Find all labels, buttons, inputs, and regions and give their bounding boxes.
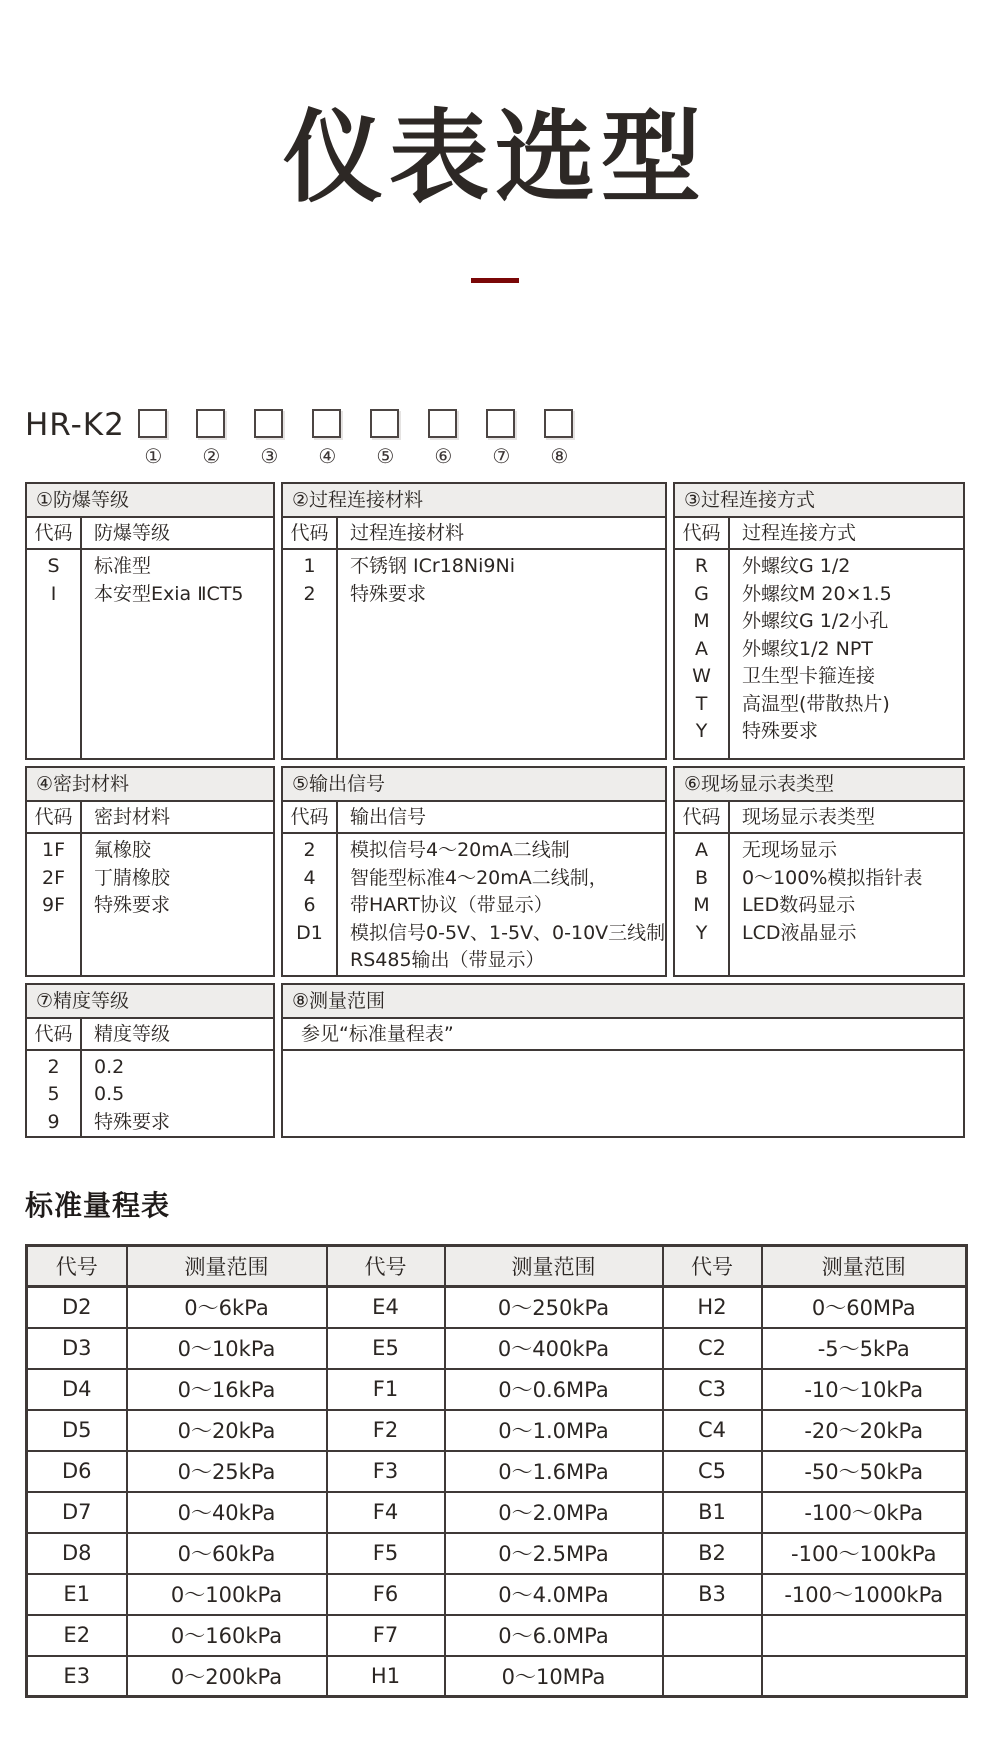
range-value-cell: 0～100kPa (127, 1574, 327, 1615)
value-cell: 外螺纹G 1/2 (742, 555, 851, 577)
range-code-cell: F4 (327, 1492, 445, 1533)
range-value-cell: 0～160kPa (127, 1615, 327, 1656)
range-code-cell: H1 (327, 1656, 445, 1697)
range-value-cell: -100～0kPa (762, 1492, 967, 1533)
range-table-row (27, 1615, 967, 1656)
value-cell: 本安型Exia ⅡCT5 (94, 582, 244, 605)
spec-section (673, 766, 965, 977)
code-column-header: 代码 (675, 518, 728, 550)
range-value-cell: 0～25kPa (127, 1451, 327, 1492)
model-code-box (254, 409, 283, 438)
spec-section-body (283, 802, 665, 975)
model-slot (138, 409, 169, 468)
position-number-label: ④ (318, 444, 337, 468)
value-cell: 外螺纹G 1/2小孔 (742, 610, 889, 632)
range-value-cell: -10～10kPa (762, 1369, 967, 1410)
code-cell: I (50, 582, 57, 605)
value-column (730, 802, 963, 975)
spec-group-1 (25, 482, 965, 760)
code-cell: R (694, 555, 709, 577)
title-accent-dash (471, 278, 519, 283)
range-code-cell: E4 (327, 1287, 445, 1328)
range-value-cell (762, 1615, 967, 1656)
value-column-header: 精度等级 (82, 1019, 273, 1051)
value-cell: 特殊要求 (94, 1110, 171, 1133)
range-code-cell (663, 1615, 762, 1656)
position-number-label: ⑤ (376, 444, 395, 468)
range-code-cell: B1 (663, 1492, 762, 1533)
spec-section-title: ②过程连接材料 (283, 484, 665, 518)
code-column-header: 代码 (675, 802, 728, 834)
range-value-cell: 0～0.6MPa (445, 1369, 663, 1410)
position-number-label: ③ (260, 444, 279, 468)
range-table-title: 标准量程表 (25, 1189, 171, 1222)
value-cell: LCD液晶显示 (742, 921, 857, 944)
spec-section-title: ⑦精度等级 (27, 985, 273, 1019)
value-cell: 氟橡胶 (94, 839, 152, 861)
model-slots (138, 409, 602, 468)
position-number-label: ⑥ (434, 444, 453, 468)
code-column-header: 代码 (27, 1019, 80, 1051)
spec-area (25, 482, 965, 1138)
code-column (27, 1019, 82, 1137)
range-value-cell: 0～20kPa (127, 1410, 327, 1451)
value-cell: 无现场显示 (742, 839, 838, 861)
code-cell: G (694, 582, 709, 605)
page-title: 仪表选型 (283, 99, 707, 216)
position-number-label: ② (202, 444, 221, 468)
code-column-header: 代码 (283, 518, 336, 550)
range-code-cell: H2 (663, 1287, 762, 1328)
code-column-header: 代码 (283, 802, 336, 834)
value-cell: 特殊要求 (742, 720, 819, 742)
range-code-cell: C3 (663, 1369, 762, 1410)
code-cell: 9 (47, 1110, 60, 1133)
position-number-label: ① (144, 444, 163, 468)
spec-section-body (675, 518, 963, 758)
range-column-header: 测量范围 (127, 1246, 327, 1287)
model-slot (544, 409, 575, 468)
range-code-cell: D6 (27, 1451, 127, 1492)
code-cell: A (695, 839, 708, 861)
range-column-header: 测量范围 (445, 1246, 663, 1287)
code-cell: A (695, 637, 708, 660)
position-number-label: ⑦ (492, 444, 511, 468)
range-value-cell: 0～2.0MPa (445, 1492, 663, 1533)
spec-section-title: ⑧测量范围 (283, 985, 963, 1019)
spec-section (281, 482, 667, 760)
range-value-cell: -20～20kPa (762, 1410, 967, 1451)
range-table-row (27, 1369, 967, 1410)
code-cell: 1F (41, 839, 66, 861)
spec-section (673, 482, 965, 760)
range-code-cell: F3 (327, 1451, 445, 1492)
value-cell: 模拟信号0-5V、1-5V、0-10V三线制 (350, 921, 665, 944)
range-column-header: 代号 (27, 1246, 127, 1287)
range-table-row (27, 1287, 967, 1328)
range-value-cell: 0～40kPa (127, 1492, 327, 1533)
value-cell: 外螺纹M 20×1.5 (742, 582, 892, 605)
spec-section-body (27, 1019, 273, 1137)
value-cell: 模拟信号4～20mA二线制 (350, 839, 570, 861)
model-code-box (138, 409, 167, 438)
range-value-cell: 0～400kPa (445, 1328, 663, 1369)
model-code-box (544, 409, 573, 438)
range-code-cell: F7 (327, 1615, 445, 1656)
value-column (338, 802, 665, 975)
position-number-label: ⑧ (550, 444, 569, 468)
model-code-box (196, 409, 225, 438)
value-column-header: 密封材料 (82, 802, 273, 834)
value-cell: 智能型标准4～20mA二线制， (350, 866, 608, 889)
code-column (675, 802, 730, 975)
code-cell: 2F (41, 866, 66, 889)
range-header-row (27, 1246, 967, 1287)
spec-section-title: ⑥现场显示表类型 (675, 768, 963, 802)
model-code-box (312, 409, 341, 438)
value-column (730, 518, 963, 758)
range-code-cell: D8 (27, 1533, 127, 1574)
value-cell: RS485输出（带显示） (350, 949, 545, 971)
spec-section-title: ⑤输出信号 (283, 768, 665, 802)
range-value-cell: 0～10kPa (127, 1328, 327, 1369)
range-column-header: 测量范围 (762, 1246, 967, 1287)
code-cell: 1 (303, 555, 316, 577)
model-slot (312, 409, 343, 468)
range-code-cell: B3 (663, 1574, 762, 1615)
model-code-box (428, 409, 457, 438)
code-column (27, 518, 82, 758)
code-cell: 9F (41, 894, 66, 916)
range-value-cell: -100～100kPa (762, 1533, 967, 1574)
value-cell: 0.5 (94, 1083, 125, 1105)
range-code-cell: D7 (27, 1492, 127, 1533)
range-value-cell: 0～60MPa (762, 1287, 967, 1328)
code-cell: D1 (296, 921, 323, 944)
model-slot (196, 409, 227, 468)
value-cell: 标准型 (94, 555, 152, 577)
range-table-row (27, 1328, 967, 1369)
code-column-header: 代码 (27, 802, 80, 834)
value-cell: 不锈钢 ICr18Ni9Ni (350, 555, 515, 577)
spec-section (281, 766, 667, 977)
range-table-row (27, 1492, 967, 1533)
value-cell: 特殊要求 (350, 582, 427, 605)
spec-section-title: ①防爆等级 (27, 484, 273, 518)
code-cell: 2 (47, 1055, 60, 1078)
value-cell: 卫生型卡箍连接 (742, 665, 876, 687)
value-column (82, 1019, 273, 1137)
spec-section-body (675, 802, 963, 975)
spec-group-2 (25, 766, 965, 977)
range-code-cell: E2 (27, 1615, 127, 1656)
code-cell: 6 (303, 894, 316, 916)
value-cell: 高温型(带散热片) (742, 692, 890, 715)
code-cell: M (693, 610, 710, 632)
value-column-header: 输出信号 (338, 802, 665, 834)
range-column-header: 代号 (663, 1246, 762, 1287)
range-code-cell: C4 (663, 1410, 762, 1451)
range-reference-note: 参见“标准量程表” (283, 1019, 963, 1051)
range-table-row (27, 1574, 967, 1615)
range-value-cell: 0～1.6MPa (445, 1451, 663, 1492)
value-column-header: 过程连接方式 (730, 518, 963, 550)
range-value-cell: 0～6kPa (127, 1287, 327, 1328)
model-code-box (370, 409, 399, 438)
code-cell: 4 (303, 866, 316, 889)
model-prefix: HR-K2 (25, 407, 125, 443)
range-code-cell: F5 (327, 1533, 445, 1574)
range-code-cell: C2 (663, 1328, 762, 1369)
value-column-header: 过程连接材料 (338, 518, 665, 550)
value-column (82, 518, 273, 758)
spec-section-body (27, 518, 273, 758)
spec-section (25, 766, 275, 977)
code-column-header: 代码 (27, 518, 80, 550)
code-cell: 2 (303, 839, 316, 861)
code-cell: T (695, 692, 708, 715)
value-column-header: 防爆等级 (82, 518, 273, 550)
range-code-cell: C5 (663, 1451, 762, 1492)
code-cell: S (47, 555, 60, 577)
range-value-cell: 0～200kPa (127, 1656, 327, 1697)
spec-section-body (283, 1019, 963, 1137)
spec-section-body (283, 518, 665, 758)
standard-range-table (25, 1244, 968, 1698)
spec-section-title: ③过程连接方式 (675, 484, 963, 518)
range-table-row (27, 1533, 967, 1574)
range-code-cell: D3 (27, 1328, 127, 1369)
range-value-cell (762, 1656, 967, 1697)
range-table-body (27, 1287, 967, 1697)
spacer (283, 1051, 963, 1137)
code-cell: B (694, 866, 709, 889)
spec-section (281, 983, 965, 1139)
spec-group-3 (25, 983, 965, 1139)
value-cell: 丁腈橡胶 (94, 866, 171, 889)
value-cell: 特殊要求 (94, 894, 171, 916)
range-value-cell: 0～4.0MPa (445, 1574, 663, 1615)
range-code-cell: D2 (27, 1287, 127, 1328)
range-code-cell (663, 1656, 762, 1697)
range-code-cell: E5 (327, 1328, 445, 1369)
spec-section (25, 482, 275, 760)
model-slot (254, 409, 285, 468)
model-slot (370, 409, 401, 468)
spec-section-body (27, 802, 273, 975)
model-slot (486, 409, 517, 468)
range-code-cell: D4 (27, 1369, 127, 1410)
range-value-cell: 0～60kPa (127, 1533, 327, 1574)
range-code-cell: E1 (27, 1574, 127, 1615)
range-code-cell: E3 (27, 1656, 127, 1697)
code-column (283, 802, 338, 975)
range-value-cell: -5～5kPa (762, 1328, 967, 1369)
range-code-cell: F1 (327, 1369, 445, 1410)
range-column-header: 代号 (327, 1246, 445, 1287)
code-cell: Y (695, 921, 708, 944)
range-value-cell: 0～1.0MPa (445, 1410, 663, 1451)
code-cell: M (693, 894, 710, 916)
model-code-builder (25, 409, 990, 468)
spec-section (25, 983, 275, 1139)
range-table-row (27, 1410, 967, 1451)
range-value-cell: 0～16kPa (127, 1369, 327, 1410)
code-column (675, 518, 730, 758)
range-value-cell: 0～6.0MPa (445, 1615, 663, 1656)
value-column-header: 现场显示表类型 (730, 802, 963, 834)
model-code-box (486, 409, 515, 438)
code-cell: 5 (47, 1083, 60, 1105)
model-slot (428, 409, 459, 468)
value-column (82, 802, 273, 975)
code-column (27, 802, 82, 975)
range-code-cell: F6 (327, 1574, 445, 1615)
code-cell: Y (695, 720, 708, 742)
range-value-cell: -50～50kPa (762, 1451, 967, 1492)
value-cell: 0.2 (94, 1055, 125, 1078)
code-column (283, 518, 338, 758)
value-cell: 带HART协议（带显示） (350, 894, 553, 916)
range-table-row (27, 1451, 967, 1492)
value-cell: 外螺纹1/2 NPT (742, 637, 873, 660)
value-cell: LED数码显示 (742, 894, 856, 916)
range-code-cell: B2 (663, 1533, 762, 1574)
range-value-cell: 0～2.5MPa (445, 1533, 663, 1574)
value-column (338, 518, 665, 758)
code-cell: W (692, 665, 711, 687)
range-code-cell: F2 (327, 1410, 445, 1451)
spec-section-title: ④密封材料 (27, 768, 273, 802)
value-cell: 0～100%模拟指针表 (742, 866, 923, 889)
range-value-cell: -100～1000kPa (762, 1574, 967, 1615)
range-code-cell: D5 (27, 1410, 127, 1451)
code-cell: 2 (303, 582, 316, 605)
range-table-row (27, 1656, 967, 1697)
range-value-cell: 0～250kPa (445, 1287, 663, 1328)
range-value-cell: 0～10MPa (445, 1656, 663, 1697)
